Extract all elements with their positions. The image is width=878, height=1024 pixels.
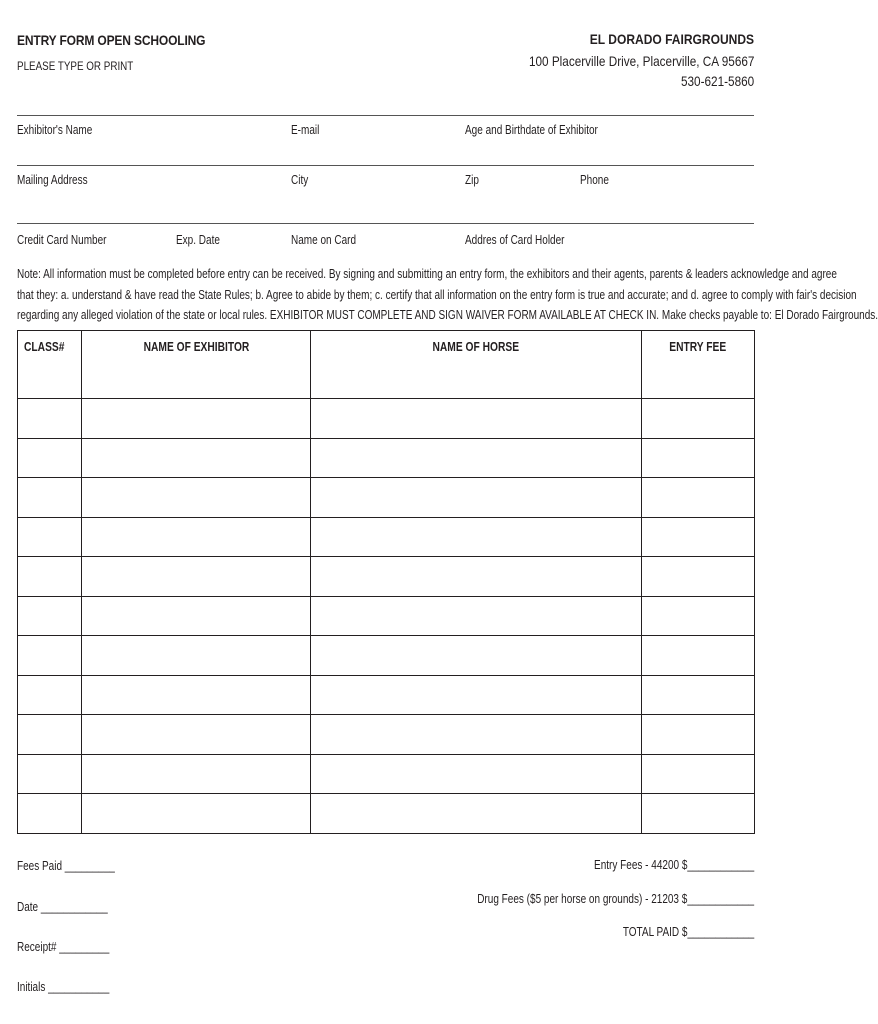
table-row <box>18 438 755 478</box>
entry-fee-cell[interactable] <box>642 596 755 636</box>
column-header-horse: NAME OF HORSE <box>311 331 642 399</box>
city-label: City <box>291 173 309 187</box>
phone-label: Phone <box>580 173 609 187</box>
credit-card-label: Credit Card Number <box>17 233 107 247</box>
fees-paid-field[interactable]: Fees Paid _________ <box>17 859 115 873</box>
entry-fee-cell[interactable] <box>642 794 755 834</box>
exhibitor-cell[interactable] <box>82 794 311 834</box>
class-cell[interactable] <box>18 794 82 834</box>
note-line: Note: All information must be completed before entry can be received. By signing and submitting an entry form, the exhibitors and their agents, parents & leaders acknowledge and agree <box>17 267 837 281</box>
entry-fee-cell[interactable] <box>642 675 755 715</box>
terms-note <box>17 264 878 326</box>
class-cell[interactable] <box>18 715 82 755</box>
age-birthdate-label: Age and Birthdate of Exhibitor <box>465 123 598 137</box>
class-cell[interactable] <box>18 675 82 715</box>
organization-address: 100 Placerville Drive, Placerville, CA 95667 <box>528 53 754 69</box>
class-cell[interactable] <box>18 517 82 557</box>
name-on-card-label: Name on Card <box>291 233 357 247</box>
horse-cell[interactable] <box>311 675 642 715</box>
date-field[interactable]: Date ____________ <box>17 900 108 914</box>
exhibitor-cell[interactable] <box>82 715 311 755</box>
entry-fee-cell[interactable] <box>642 478 755 518</box>
exhibitor-cell[interactable] <box>82 557 311 597</box>
class-cell[interactable] <box>18 399 82 439</box>
initials-field[interactable]: Initials ___________ <box>17 980 110 994</box>
exhibitor-cell[interactable] <box>82 438 311 478</box>
column-header-class: CLASS# <box>18 331 82 399</box>
card-holder-address-label: Addres of Card Holder <box>465 233 565 247</box>
form-subtitle: PLEASE TYPE OR PRINT <box>17 59 134 73</box>
exhibitor-cell[interactable] <box>82 517 311 557</box>
mailing-address-label: Mailing Address <box>17 173 88 187</box>
table-row <box>18 517 755 557</box>
entry-fee-cell[interactable] <box>642 517 755 557</box>
exhibitor-cell[interactable] <box>82 399 311 439</box>
total-paid-field[interactable]: TOTAL PAID $____________ <box>622 925 754 939</box>
exhibitor-cell[interactable] <box>82 754 311 794</box>
table-row <box>18 557 755 597</box>
horse-cell[interactable] <box>311 517 642 557</box>
entry-fees-field[interactable]: Entry Fees - 44200 $____________ <box>593 858 754 872</box>
table-row <box>18 478 755 518</box>
zip-label: Zip <box>465 173 479 187</box>
exhibitor-name-label: Exhibitor's Name <box>17 123 93 137</box>
table-row <box>18 675 755 715</box>
table-row <box>18 596 755 636</box>
column-header-exhibitor: NAME OF EXHIBITOR <box>82 331 311 399</box>
divider <box>17 223 754 224</box>
table-row <box>18 399 755 439</box>
class-cell[interactable] <box>18 557 82 597</box>
drug-fees-field[interactable]: Drug Fees ($5 per horse on grounds) - 21203 $____________ <box>477 892 754 906</box>
horse-cell[interactable] <box>311 715 642 755</box>
divider <box>17 115 754 116</box>
form-title: ENTRY FORM OPEN SCHOOLING <box>17 32 206 48</box>
table-row <box>18 794 755 834</box>
table-row <box>18 715 755 755</box>
column-header-entry-fee: ENTRY FEE <box>642 331 755 399</box>
exhibitor-cell[interactable] <box>82 478 311 518</box>
note-line: that they: a. understand & have read the State Rules; b. Agree to abide by them; c. certify that all information on the entry form is true and accurate; and d. agree to comply with fair's decision <box>17 287 857 302</box>
entry-fee-cell[interactable] <box>642 715 755 755</box>
note-line: regarding any alleged violation of the state or local rules. EXHIBITOR MUST COMPLETE AND SIGN WAIVER FORM AVAILABLE AT CHECK IN. Make checks payable to: El Dorado Fairgrounds. <box>17 308 878 322</box>
entry-table <box>17 330 755 834</box>
class-cell[interactable] <box>18 636 82 676</box>
divider <box>17 165 754 166</box>
horse-cell[interactable] <box>311 399 642 439</box>
entry-fee-cell[interactable] <box>642 438 755 478</box>
exhibitor-cell[interactable] <box>82 596 311 636</box>
horse-cell[interactable] <box>311 754 642 794</box>
entry-fee-cell[interactable] <box>642 399 755 439</box>
table-row <box>18 636 755 676</box>
entry-fee-cell[interactable] <box>642 754 755 794</box>
exhibitor-cell[interactable] <box>82 675 311 715</box>
class-cell[interactable] <box>18 754 82 794</box>
exhibitor-cell[interactable] <box>82 636 311 676</box>
horse-cell[interactable] <box>311 438 642 478</box>
horse-cell[interactable] <box>311 596 642 636</box>
organization-phone: 530-621-5860 <box>680 73 754 89</box>
class-cell[interactable] <box>18 438 82 478</box>
organization-name: EL DORADO FAIRGROUNDS <box>589 31 754 47</box>
exp-date-label: Exp. Date <box>176 233 220 247</box>
horse-cell[interactable] <box>311 478 642 518</box>
table-row <box>18 754 755 794</box>
entry-fee-cell[interactable] <box>642 557 755 597</box>
entry-fee-cell[interactable] <box>642 636 755 676</box>
horse-cell[interactable] <box>311 636 642 676</box>
receipt-field[interactable]: Receipt# _________ <box>17 940 110 954</box>
class-cell[interactable] <box>18 478 82 518</box>
email-label: E-mail <box>291 123 320 137</box>
class-cell[interactable] <box>18 596 82 636</box>
horse-cell[interactable] <box>311 557 642 597</box>
horse-cell[interactable] <box>311 794 642 834</box>
